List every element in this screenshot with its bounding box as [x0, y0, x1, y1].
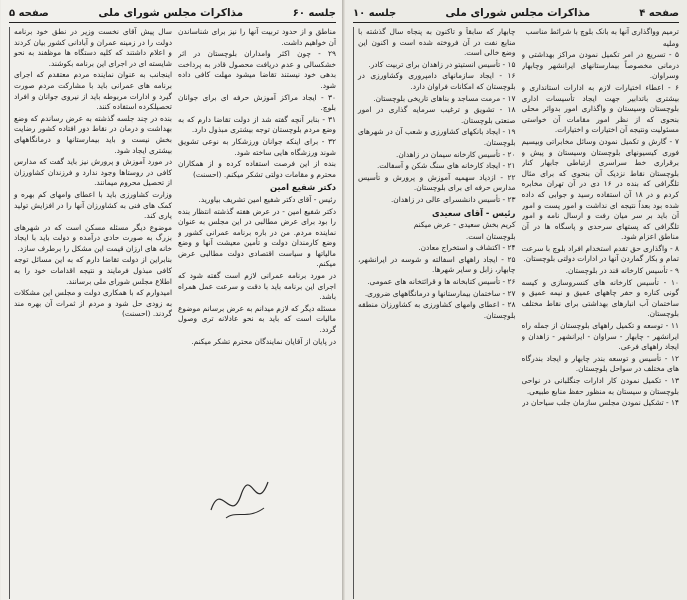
right-page-columns [353, 27, 679, 599]
paragraph: مناطق و از حدود تربیت آنها را نیز برای شناساندن آن خواهیم داشت. [178, 27, 336, 47]
right-page-col-1 [522, 27, 680, 599]
left-session-label: جلسه ۶۰ [292, 7, 336, 19]
paragraph: ۱۸ - تشویق و ترغیب سرمایه گذاری در امور صنعتی بلوچستان. [358, 105, 516, 125]
paragraph: سال پیش آقای نخست وزیر در نطق خود برنامه دولت را در زمینه عمران و آبادانی کشور بیان کردند و اعلام داشتند که کلیه دستگاه ها موظفند به نحو شایسته ای در اجرای این برنامه بکوشند. [14, 27, 172, 68]
paragraph: رئیس - آقای دکتر شفیع امین تشریف بیاورید. [198, 194, 336, 204]
paragraph: ۱۱ - توسعه و تکمیل راههای بلوچستان از جمله راه ایرانشهر - چابهار - سراوان - ایرانشهر - زاهدان و ایجاد راههای فرعی. [521, 321, 679, 352]
paragraph: بنابراین از دولت تقاضا دارم که به این مسائل توجه کافی مبذول فرمایند و نتیجه اقدامات خود را به اطلاع مجلس شورای ملی برسانند. [14, 255, 172, 286]
paragraph: ۲۹ - چون اکثر وامداران بلوچستان در اثر خشکسالی و عدم دریافت محصول قادر به پرداخت بدهی خود نیستند تقاضا میشود مهلت کافی داده شود. [178, 49, 336, 90]
paragraph: ۲۴ - اکتشاف و استخراج معادن. [418, 243, 516, 253]
paragraph: در پایان از آقایان نمایندگان محترم تشکر میکنم. [191, 336, 336, 346]
paragraph: ۲۰ - تأسیس کارخانه سیمان در زاهدان. [395, 149, 516, 159]
paragraph: ۲۱ - ایجاد کارخانه های سنگ شکن و آسفالت. [376, 161, 516, 171]
paragraph: ۱۰ - تأسیس کارخانه های کنسروسازی و کیسه گونی کناره و حفر چاههای عمیق و نیمه عمیق و ساختمان آب انبارهای بهداشتی برای نقاط مختلف بلوچستان. [521, 277, 679, 319]
right-session-label: جلسه ۱۰ [353, 7, 397, 19]
paragraph: ۸ - واگذاری حق تقدم استخدام افراد بلوچ با سرعت تمام و بکار گماردن آنها در ادارات دولتی بلوچستان. [521, 243, 679, 264]
left-page-col-2 [9, 27, 172, 599]
left-page [1, 0, 344, 600]
paragraph: مسئله دیگر که لازم میدانم به عرض برسانم موضوع مالیات است که باید به نحو عادلانه تری وصول گردد. [178, 303, 336, 335]
paragraph: ۳۲ - برای اینکه جوانان ورزشکار به نوعی تشویق شوند ورزشگاه هایی ساخته شود. [178, 136, 336, 157]
paragraph: ۲۶ - تأسیس کتابخانه ها و قرائتخانه های عمومی. [367, 277, 516, 287]
paragraph-list [358, 220, 516, 321]
paragraph: ۲۵ - ایجاد راههای اسفالته و شوسه در ایرانشهر، چابهار، زابل و سایر شهرها. [358, 254, 516, 275]
right-page-col-2 [353, 27, 516, 599]
right-page-header [353, 6, 679, 23]
paragraph: ۱۶ - ایجاد سازمانهای دامپروری وکشاورزی در بلوچستان که امکانات فراوان دارد. [358, 71, 516, 91]
paragraph: بنده از این فرصت استفاده کرده و از همکاران محترم و مقامات دولتی تشکر میکنم. (احسنت) [178, 159, 336, 179]
left-page-number: صفحه ۵ [9, 7, 49, 19]
paragraph: ۱۳ - تکمیل نمودن کار ادارات جنگلبانی در نواحی بلوچستان و سیستان به منظور حفظ منابع طبیعی. [521, 376, 679, 396]
paragraph: ترمیم وواگذاری آنها به بانک بلوچ با شرائط مناسب [525, 27, 679, 36]
paragraph: ۱۵ - تأسیس انستیتو در زاهدان برای تربیت کادر. [368, 59, 516, 69]
right-page-number: صفحه ۴ [639, 7, 679, 19]
paragraph: ۵ - تسریع در امر تکمیل نمودن مراکز بهداشتی و درمانی مخصوصاً بیمارستانهای ایرانشهر وچابهار وسراوان. [521, 50, 679, 81]
paragraph: بلوچستان است. [465, 231, 516, 241]
paragraph: ۲۸ - اعطای وامهای کشاورزی به کشاورزان منطقه بلوچستان. [358, 300, 516, 320]
paragraph: ۳۰ - ایجاد مراکز آموزش حرفه ای برای جوانان بلوچ. [178, 92, 336, 113]
paragraph: اینجانب به عنوان نماینده مردم معتقدم که اجرای برنامه های عمرانی باید با مشارکت مردم صورت گیرد و ادارات مربوطه باید از نیروی جوانان و افراد تحصیلکرده استفاده کنند. [14, 70, 172, 112]
paragraph: ۲۲ - ازدیاد سهمیه آموزش و پرورش و تأسیس مدارس حرفه ای برای بلوچستان. [358, 172, 516, 193]
paragraph: ۹ - تأسیس کارخانه قند در بلوچستان. [565, 266, 679, 276]
left-running-title: مذاکرات مجلس شورای ملی [98, 7, 244, 19]
right-page [344, 0, 687, 600]
paragraph: ۲۷ - ساختمان بیمارستانها و درمانگاههای ضروری. [364, 288, 516, 298]
paragraph: ۶ - اعطاء اختیارات لازم به ادارات استانداری و بیشتری باتدابیر جهت ایجاد تأسیسات اداری بلوچستان وسیستان و واگذاری امور بدوائر محلی بنحوی که از نظر امور مقامات آن خواستی مسئولیت ونتیجه آن اختیارات و اختیارات. [521, 82, 679, 135]
paragraph: چابهار که سابقاً و تاکنون به پنجاه سال گذشته با منابع نفت در آن فروخته شده است و اکنون این وضع خالی است. [358, 27, 516, 58]
paragraph: ۳۱ - بنابر آنچه گفته شد از دولت تقاضا دارم که به وضع مردم بلوچستان توجه بیشتری مبذول دارد. [178, 114, 336, 135]
paragraph: ۱۹ - ایجاد بانکهای کشاورزی و شعب آن در شهرهای بلوچستان. [358, 127, 516, 147]
paragraph-list [14, 27, 172, 320]
paragraph: در مورد برنامه عمرانی لازم است گفته شود که اجرای این برنامه باید با دقت و سرعت عمل همراه باشد. [178, 271, 336, 302]
paragraph: در مورد آموزش و پرورش نیز باید گفت که مدارس کافی در روستاها وجود ندارد و فرزندان کشاورزان از تحصیل محروم میمانند. [14, 157, 172, 188]
paragraph: ۱۲ - تأسیس و توسعه بندر چابهار و ایجاد بندرگاه های مختلف در سواحل بلوچستان. [521, 353, 679, 374]
paragraph-list [178, 27, 336, 180]
speaker-heading: دکتر شفیع امین [269, 182, 336, 193]
paragraph: وزارت کشاورزی باید با اعطای وامهای کم بهره و کمک های فنی به کشاورزان آنها را در افزایش تولید یاری کند. [14, 189, 172, 221]
right-running-title: مذاکرات مجلس شورای ملی [445, 7, 591, 19]
paragraph-list [522, 27, 680, 409]
paragraph-list [178, 195, 336, 347]
paragraph: ۲۳ - تأسیس دانشسرای عالی در زاهدان. [390, 194, 516, 204]
paragraph: کریم بخش سعیدی - عرض میکنم [413, 220, 516, 230]
paragraph: دکتر شفیع امین - در عرض هفته گذشته انتظار بنده را بود برای عرض مطالبی در این مجلس به عنوان نماینده مردم. من در باره برنامه عمرانی کشور و وضع کارمندان دولت و تأمین معیشت آنها و وضع مالیاتها و سیاست اقتصادی دولت مطالبی عرض میکنم. [178, 206, 336, 269]
book-gutter [342, 0, 345, 600]
paragraph: ۱۴ - تشکیل نمودن مجلس سازمان جلب سیاحان در [521, 398, 679, 408]
paragraph: ۱۷ - مرمت مساجد و بناهای تاریخی بلوچستان. [373, 93, 516, 103]
left-page-columns [9, 27, 336, 599]
paragraph-list [358, 27, 516, 206]
paragraph: امیدوارم که با همکاری دولت و مجلس این مشکلات به زودی حل شود و مردم از ثمرات آن بهره مند گردند. (احسنت) [14, 288, 172, 319]
left-page-header [9, 6, 336, 23]
paragraph: موضوع دیگر مسئله مسکن است که در شهرهای بزرگ به صورت حادی درآمده و دولت باید با ایجاد خانه های ارزان قیمت این مشکل را برطرف سازد. [14, 222, 172, 253]
paragraph: ۷ - گارش و تکمیل نمودن وسائل مخابراتی وبیسیم فوری کیسیونهای بلوچستان وسیستان و پیش و برقراری خط سراسری ارتباطی جابهار کنار بلوچستان نقاط نزدیک آن بنحوی که برای مثال تلگرافی که بنده در ۱۶ دی در آن تهران مخابره کردم و در ۱۸ آن استفاده رسید و جوابی که داده شده بود بعداً نتیجه ای نداشت و امور پست و امور آن باید بر سر میان رفت و ارسال نامه و امور تلگرافی که پستهای سرحدی و پاسگاه ها در آن مناطق اعزام شود. [521, 136, 679, 242]
left-page-col-1 [178, 27, 336, 599]
paragraph: بنده در چند جلسه گذشته به عرض رساندم که وضع بهداشت و درمان در نقاط دور افتاده کشور رضایت بخش نیست و باید بیمارستانها و درمانگاههای بیشتری ایجاد شود. [14, 113, 172, 155]
speaker-heading: رئیس - آقای سعیدی [431, 207, 516, 218]
paragraph: وملیه [662, 38, 679, 48]
